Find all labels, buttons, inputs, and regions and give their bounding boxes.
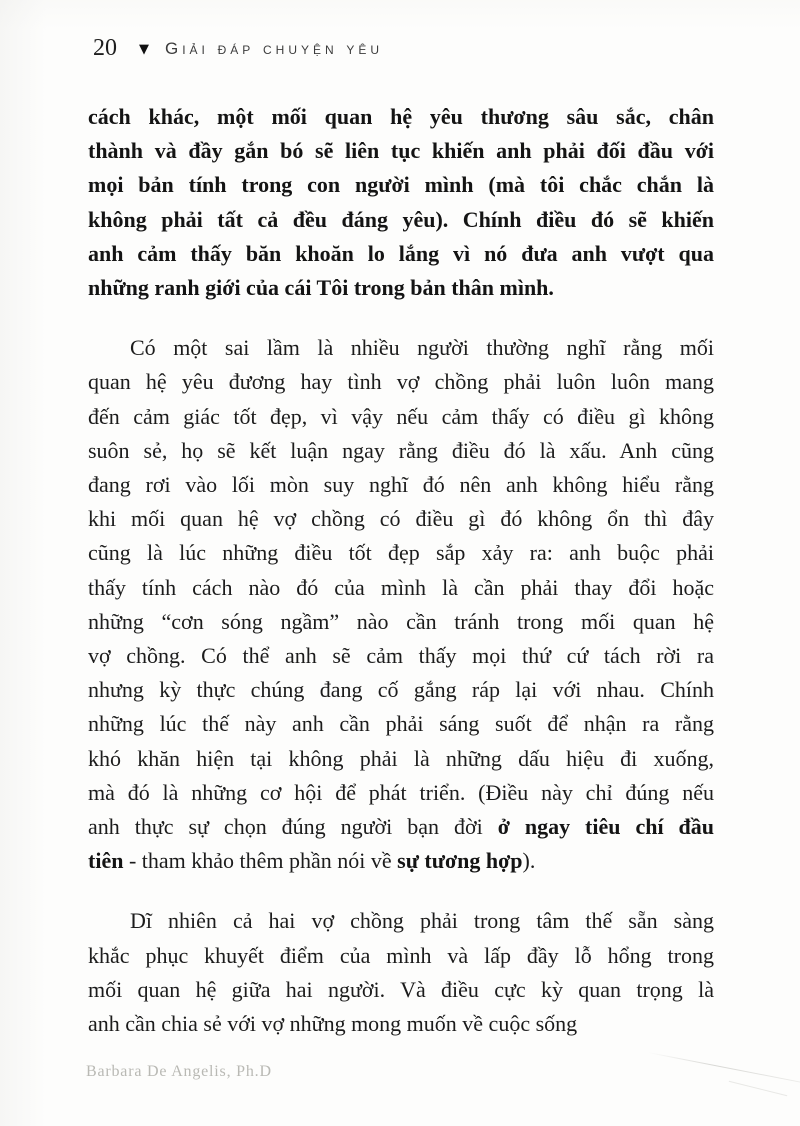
text-line: quan hệ yêu đương hay tình vợ chồng phải luôn luôn mang	[88, 369, 714, 395]
paragraph	[88, 904, 714, 1041]
body-text	[88, 100, 714, 1041]
text-line: anh cảm thấy băn khoăn lo lắng vì nó đưa anh vượt qua	[88, 240, 714, 266]
page-header	[93, 36, 383, 60]
text-line: thấy tính cách nào đó của mình là cần phải thay đổi hoặc	[88, 574, 714, 600]
text-line: cách khác, một mối quan hệ yêu thương sâu sắc, chân	[88, 104, 714, 129]
text-line: mối quan hệ giữa hai người. Và điều cực kỳ quan trọng là	[88, 976, 714, 1002]
scan-artifact-line	[729, 1081, 787, 1096]
footer-author: Barbara De Angelis, Ph.D	[86, 1063, 272, 1080]
text-line: Có một sai lầm là nhiều người thường nghĩ rằng mối	[130, 335, 714, 361]
page-number: 20	[93, 35, 117, 61]
text-line: anh cần chia sẻ với vợ những mong muốn về cuộc sống	[88, 1011, 578, 1037]
text-line: khi mối quan hệ vợ chồng có điều gì đó không ổn thì đây	[88, 506, 714, 532]
text-line: những lúc thế này anh cần phải sáng suốt để nhận ra rằng	[88, 711, 714, 737]
text-line: những “cơn sóng ngầm” nào cần tránh trong mối quan hệ	[88, 608, 714, 634]
text-line: tiên - tham khảo thêm phần nói về sự tương hợp).	[88, 848, 536, 874]
text-line: mà đó là những cơ hội để phát triển. (Điều này chỉ đúng nếu	[88, 779, 714, 805]
running-title: Giải đáp chuyện yêu	[165, 38, 384, 58]
scan-artifact-line	[648, 1052, 800, 1085]
text-line: đến cảm giác tốt đẹp, vì vậy nếu cảm thấy có điều gì không	[88, 403, 714, 429]
text-line: nhưng kỳ thực chúng đang cố gắng ráp lại với nhau. Chính	[88, 677, 714, 703]
text-line: không phải tất cả đều đáng yêu). Chính điều đó sẽ khiến	[88, 206, 714, 232]
text-line: Dĩ nhiên cả hai vợ chồng phải trong tâm thế sẵn sàng	[130, 908, 714, 934]
triangle-marker-icon: ▼	[139, 41, 149, 57]
text-line: vợ chồng. Có thể anh sẽ cảm thấy mọi thứ cứ tách rời ra	[88, 643, 714, 669]
paragraph	[88, 331, 714, 878]
text-line: mọi bản tính trong con người mình (mà tôi chắc chắn là	[88, 172, 714, 198]
text-line: thành và đầy gắn bó sẽ liên tục khiến anh phải đối đầu với	[88, 138, 714, 164]
text-line: cũng là lúc những điều tốt đẹp sắp xảy ra: anh buộc phải	[88, 540, 714, 566]
text-line: đang rơi vào lối mòn suy nghĩ đó nên anh không hiểu rằng	[88, 472, 714, 498]
text-line: suôn sẻ, họ sẽ kết luận ngay rằng điều đó là xấu. Anh cũng	[88, 437, 714, 463]
paragraph	[88, 100, 714, 305]
text-line: khắc phục khuyết điểm của mình và lấp đầy lỗ hổng trong	[88, 942, 714, 968]
text-line: khó khăn hiện tại không phải là những dấu hiệu đi xuống,	[88, 745, 714, 771]
text-line: những ranh giới của cái Tôi trong bản thân mình.	[88, 275, 554, 301]
text-line: anh thực sự chọn đúng người bạn đời ở ngay tiêu chí đầu	[88, 814, 714, 840]
